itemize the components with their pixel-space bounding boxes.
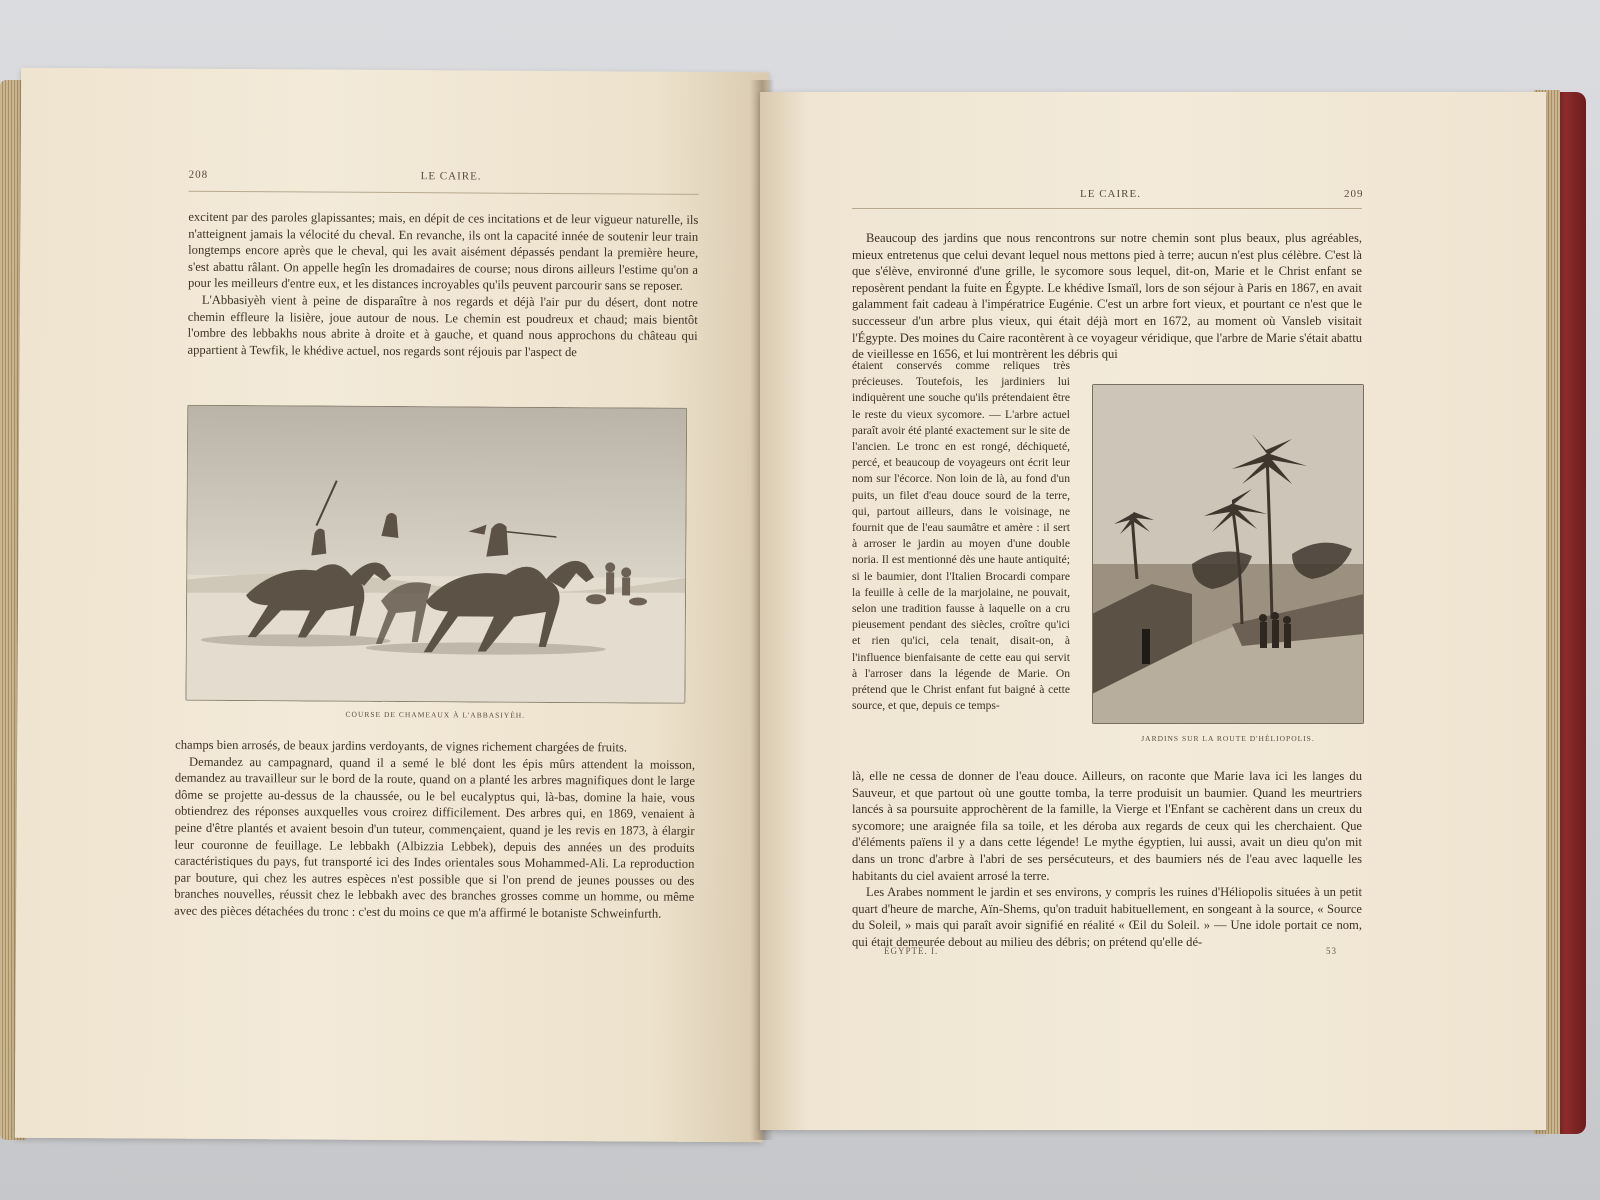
left-page: [15, 68, 770, 1143]
paragraph: là, elle ne cessa de donner de l'eau douce. Ailleurs, on raconte que Marie lava ici les langes du Sauveur, et que partout où une goutte tomba, la terre produisit un baumier. Quand les meurtriers lancés à sa poursuite approchèrent de la famille, la Vierge et l'Enfant se cachèrent dans un creux du sycomore; une araignée fila sa toile, et les déroba aux regards de ceux qui les cherchaient. Que d'éléments païens il y a dans cette légende! Le mythe égyptien, lui aussi, avait un dieu qu'on mit dans un tronc d'arbre à l'abri de ses persécuteurs, et des baumiers nés de l'eau avec laquelle les habitants du ciel avaient arrosé la terre.: [852, 769, 1362, 883]
text-block-bottom: [174, 737, 695, 923]
paragraph: L'Abbasiyèh vient à peine de disparaître à nos regards et déjà l'air pur du désert, dont notre chemin effleure la lisière, joue autour de nous. Le chemin est poudreux et chaud; mais bientôt l'ombre des lebbakhs nous abrite à droite et à gauche, et quand nous approchons du château qui appartient à Tewfik, le khédive actuel, nos regards sont réjouis par l'aspect de: [187, 292, 698, 359]
header-rule: [852, 208, 1362, 209]
page-number: 208: [188, 168, 209, 181]
paragraph: étaient conservés comme reliques très précieuses. Toutefois, les jardiniers lui indiquèrent une souche qu'ils prétendaient être le reste du vieux sycomore. — L'arbre actuel paraît avoir été planté exactement sur le site de l'ancien. Le tronc en est rongé, déchiqueté, percé, et beaucoup de voyageurs ont écrit leur nom sur l'écorce. Non loin de là, au fond d'un puits, un filet d'eau douce sourd de la terre, qui, partout ailleurs, dans le voisinage, ne fournit que de l'eau saumâtre et amère : il sert à arroser le jardin au moyen d'une double noria. Il est mentionné dès une haute antiquité; si le baumier, dont l'Italien Brocardi compare la feuille à celle de la marjolaine, ne pouvait, selon une tradition fausse à laquelle on a cru pieusement pendant des siècles, croître qu'ici et rien qu'ici, cela tenait, disait-on, à l'influence bienfaisante de cette eau qui servit à l'arroser dans la légende de Marie. On prétend que le Christ enfant fut baigné à cette source, et que, depuis ce temps-: [852, 359, 1070, 713]
page-number: 209: [1344, 188, 1364, 200]
paragraph: Demandez au campagnard, quand il a semé le blé dont les épis mûrs attendent la moisson, demandez au travailleur sur le bord de la route, quand on a planté les arbres magnifiques dont le large dôme se projette au-dessus de la chaussée, ou le bel eucalyptus qui, là-bas, domine la haie, vous obtiendrez des réponses auxquelles vous croirez difficilement. Des arbres qui, en 1869, venaient à peine d'être plantés et avaient besoin d'un tuteur, commençaient, quand je les revis en 1873, à élargir leur couronne de feuillage. Le lebbakh (Albizzia Lebbek), depuis des années un des produits caractéristiques du pays, fut transporté ici des Indes orientales sous Mohammed-Ali. La reproduction par bouture, qui chez les autres espèces n'est possible que si l'on prend de jeunes pousses ou des branches nouvelles, réussit chez le lebbakh avec des branches grosses comme un homme, ou même avec des pièces détachées du tronc : c'est du moins ce que m'a affirmé le botaniste Schweinfurth.: [174, 754, 696, 921]
text-column: [852, 358, 1070, 714]
text-block-top: [188, 209, 699, 361]
text-block-bottom: [852, 768, 1362, 951]
header-rule: [189, 191, 699, 195]
running-head: LE CAIRE.: [1080, 188, 1141, 200]
camel-race-engraving: [185, 405, 687, 704]
text-block-top: [852, 230, 1362, 363]
running-head: LE CAIRE.: [420, 170, 482, 183]
footer-signature-number: 53: [1326, 946, 1337, 956]
garden-engraving: [1092, 384, 1364, 724]
right-page: [760, 92, 1546, 1130]
figure-caption: COURSE DE CHAMEAUX À L'ABBASIYÈH.: [345, 709, 526, 720]
figure-caption: JARDINS SUR LA ROUTE D'HÉLIOPOLIS.: [1141, 734, 1315, 743]
paragraph: Beaucoup des jardins que nous rencontrons sur notre chemin sont plus beaux, plus agréables, mieux entretenus que celui devant lequel nous mettons pied à terre; aucun n'est plus célèbre. C'est là que s'élève, environné d'une grille, le sycomore sous lequel, dit-on, Marie et le Christ enfant se reposèrent pendant la fuite en Égypte. Le khédive Ismaïl, lors de son séjour à Paris en 1867, en avait galamment fait cadeau à l'impératrice Eugénie. C'est un arbre fort vieux, et pourtant ce n'est que le successeur d'un arbre plus vieux, qui était déjà mort en 1672, au moment où Vansleb visitait l'Égypte. Des moines du Caire racontèrent à ce voyageur véridique, que l'arbre de Marie s'était abattu de vieillesse en 1656, et lui montrèrent les débris qui: [852, 231, 1363, 362]
paragraph: Les Arabes nomment le jardin et ses environs, y compris les ruines d'Héliopolis situées à un petit quart d'heure de marche, Aïn-Shems, qu'on traduit habituellement, en songeant à la source, « Source du Soleil, » mais qui paraît avoir signifié en réalité « Œil du Soleil. » — Une idole portait ce nom, qui était demeurée debout au milieu des débris; on prétend qu'elle dé-: [852, 885, 1362, 949]
paragraph: excitent par des paroles glapissantes; mais, en dépit de ces incitations et de leur vigueur naturelle, ils n'atteignent jamais la vélocité du cheval. En revanche, ils ont la capacité innée de soutenir leur train longtemps encore après que le cheval, qui les avait aisément dépassés pendant la première heure, s'est abattu râlant. On appelle hegîn les dromadaires de course; nous dirons ailleurs l'estime qu'on a pour les meilleurs d'entre eux, et les distances incroyables qu'ils peuvent parcourir sans se reposer.: [187, 209, 699, 294]
footer-signature: ÉGYPTE. I.: [884, 946, 939, 956]
paragraph: champs bien arrosés, de beaux jardins verdoyants, de vignes richement chargées de fruits.: [175, 737, 628, 755]
